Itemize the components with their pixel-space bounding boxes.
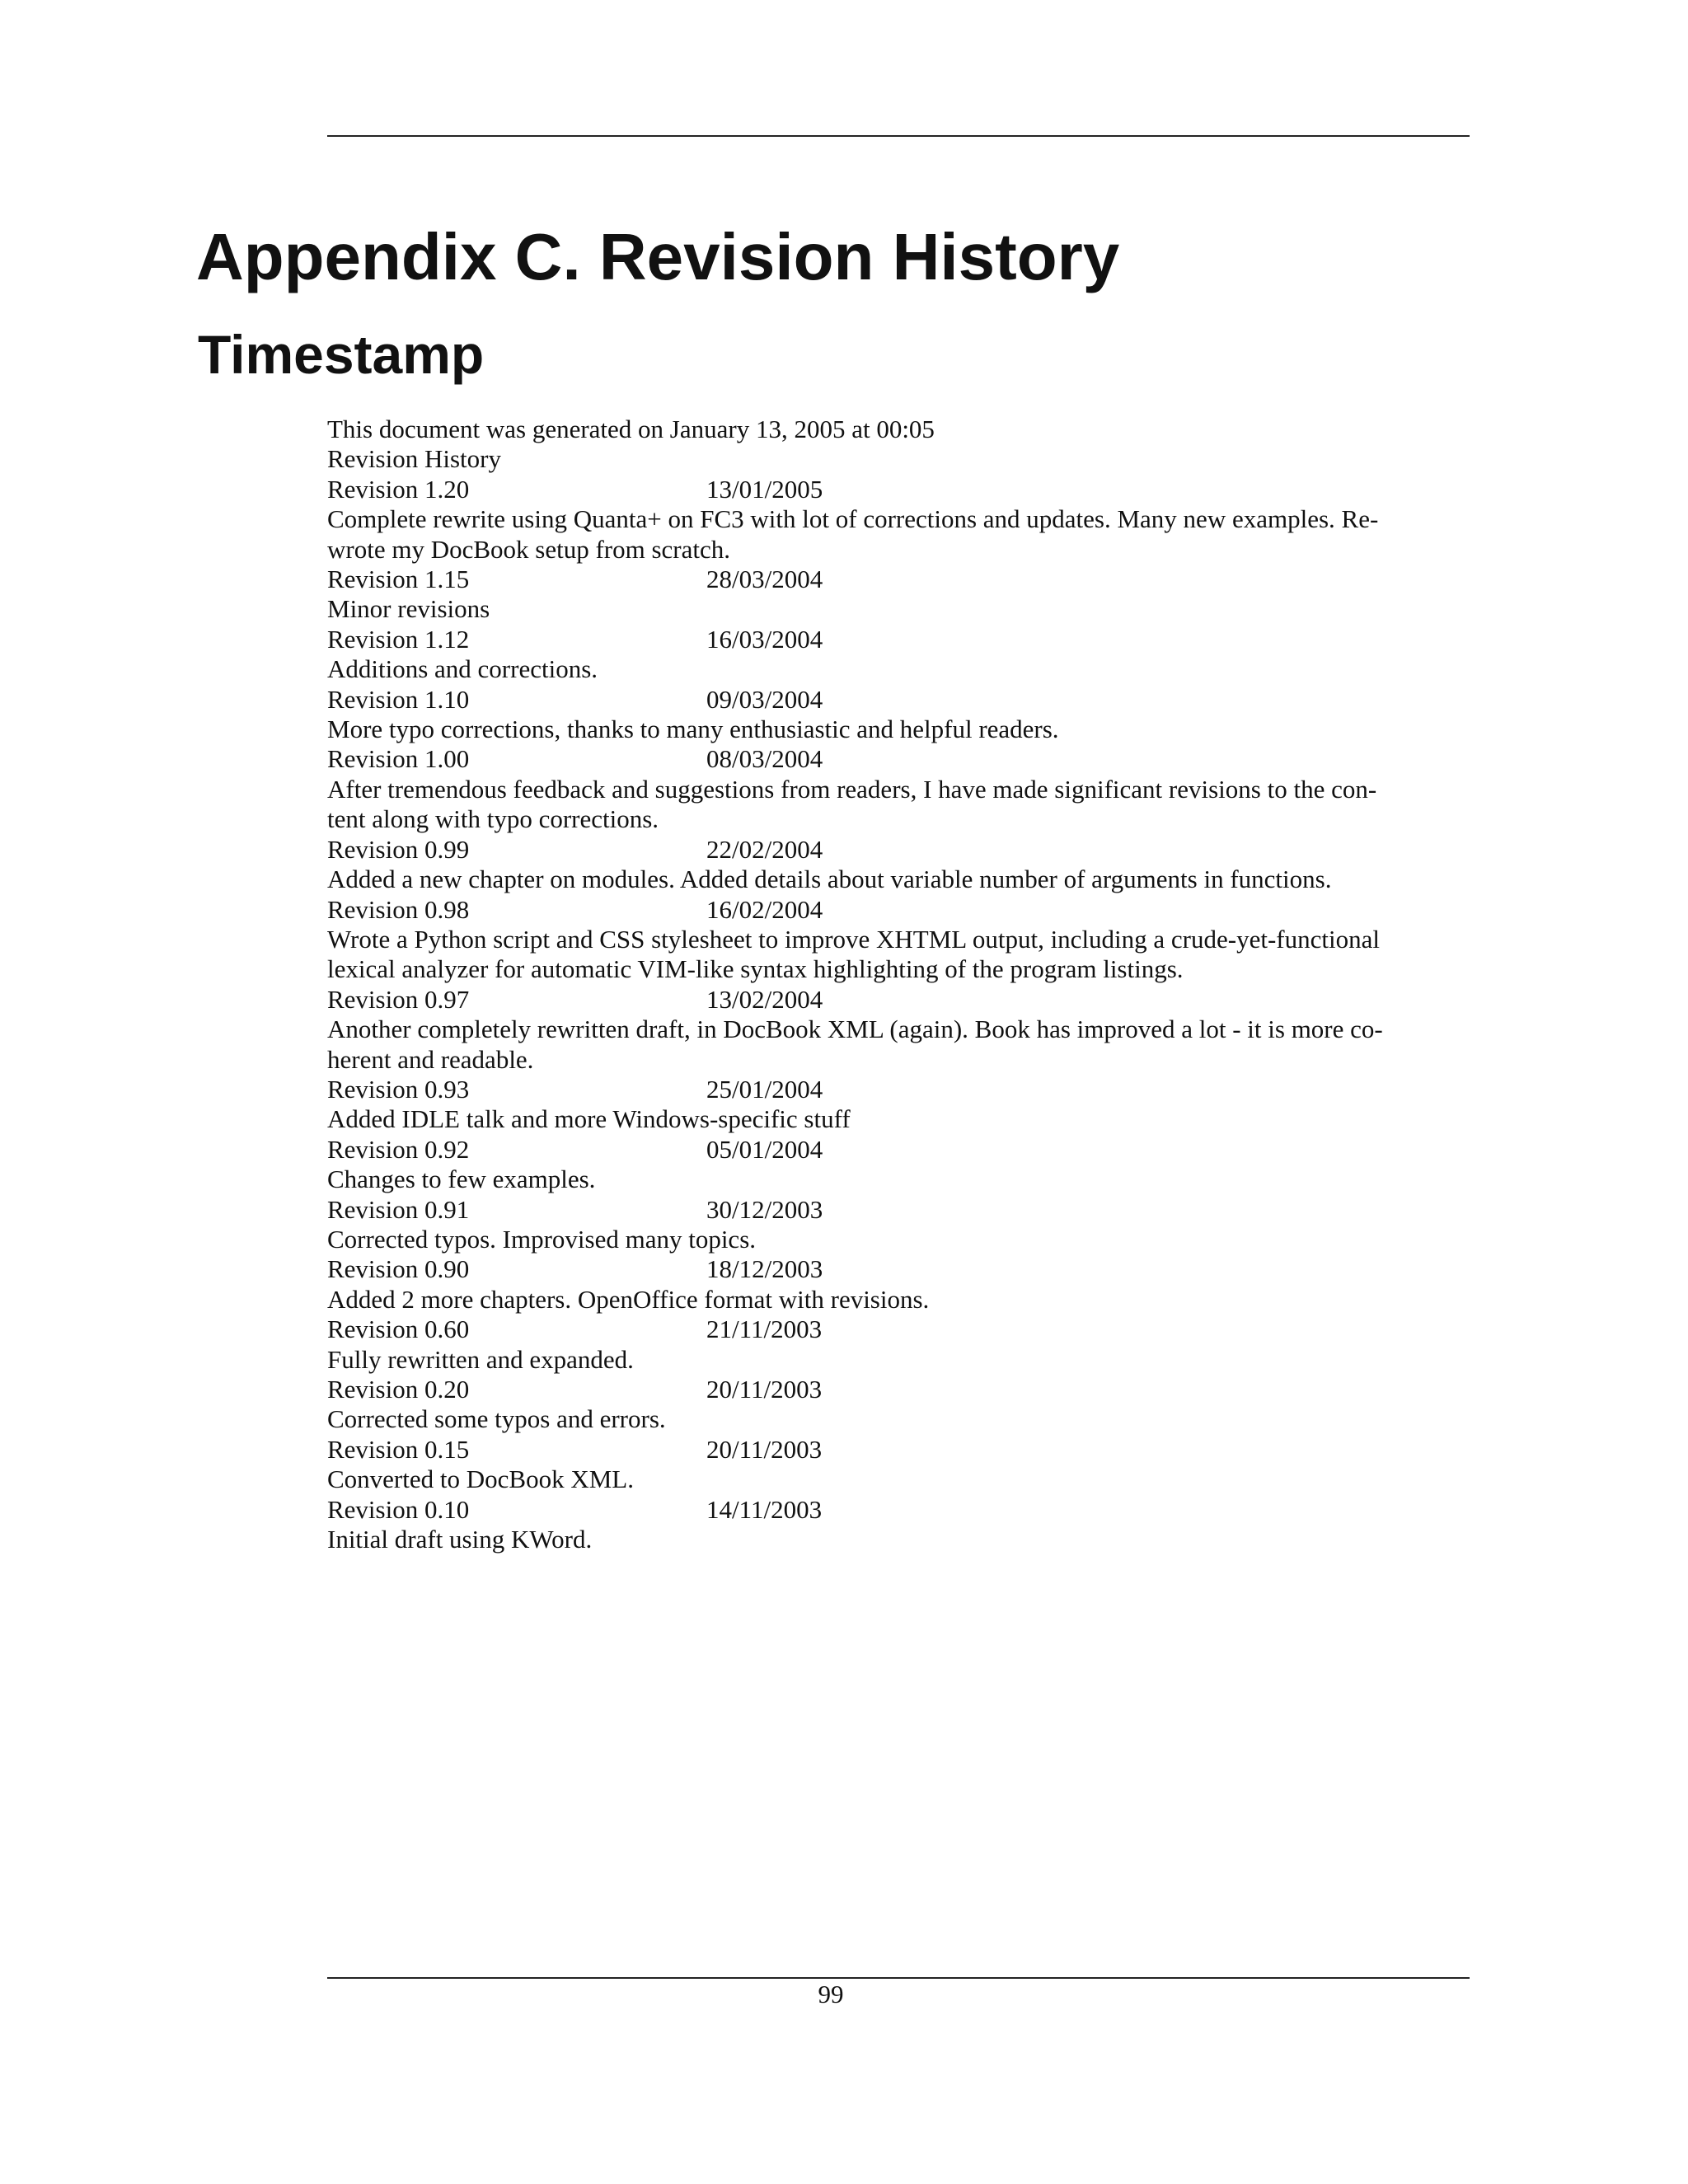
revision-date: 09/03/2004 bbox=[706, 684, 823, 714]
generated-note: This document was generated on January 13, 2005 at 00:05 bbox=[327, 415, 935, 443]
revision-header-row bbox=[327, 1375, 1470, 1404]
header-rule bbox=[327, 135, 1470, 137]
revision-description: Corrected some typos and errors. bbox=[327, 1404, 666, 1434]
revision-date: 28/03/2004 bbox=[706, 565, 823, 594]
revision-entry bbox=[327, 1315, 1470, 1375]
revision-header-row bbox=[327, 744, 1470, 774]
revision-date: 20/11/2003 bbox=[706, 1375, 823, 1404]
revision-number: Revision 0.97 bbox=[327, 984, 470, 1014]
revision-date: 22/02/2004 bbox=[706, 834, 823, 864]
revision-entry bbox=[327, 985, 1470, 1075]
revision-date: 21/11/2003 bbox=[706, 1315, 823, 1344]
revision-description: Complete rewrite using Quanta+ on FC3 with lot of corrections and updates. Many new examples. Re- bbox=[327, 504, 1379, 534]
revision-entry bbox=[327, 1375, 1470, 1435]
footer-rule bbox=[327, 1977, 1470, 1979]
revision-date: 30/12/2003 bbox=[706, 1194, 823, 1224]
revision-date: 14/11/2003 bbox=[706, 1494, 823, 1524]
revision-history-label: Revision History bbox=[327, 444, 501, 474]
revision-header-row bbox=[327, 835, 1470, 865]
revision-description: Added IDLE talk and more Windows-specific stuff bbox=[327, 1104, 851, 1134]
revision-entry bbox=[327, 895, 1470, 985]
revision-description: Additions and corrections. bbox=[327, 654, 598, 684]
revision-description: Fully rewritten and expanded. bbox=[327, 1344, 634, 1374]
revision-header-row bbox=[327, 1075, 1470, 1104]
revision-description: Minor revisions bbox=[327, 594, 490, 624]
revision-entry bbox=[327, 1135, 1470, 1195]
revision-number: Revision 0.15 bbox=[327, 1434, 470, 1464]
page-number: 99 bbox=[818, 1980, 844, 2008]
revision-description: Wrote a Python script and CSS stylesheet to improve XHTML output, including a crude-yet-functional bbox=[327, 924, 1380, 954]
revision-entry bbox=[327, 1254, 1470, 1315]
revision-description: More typo corrections, thanks to many enthusiastic and helpful readers. bbox=[327, 715, 1059, 744]
revision-number: Revision 1.12 bbox=[327, 624, 470, 654]
revision-header-row bbox=[327, 1195, 1470, 1225]
revision-date: 13/01/2005 bbox=[706, 474, 823, 504]
revision-number: Revision 1.00 bbox=[327, 744, 470, 774]
revision-number: Revision 0.90 bbox=[327, 1254, 470, 1284]
revision-date: 13/02/2004 bbox=[706, 984, 823, 1014]
revision-entry bbox=[327, 835, 1470, 895]
revision-entry bbox=[327, 1495, 1470, 1555]
revision-header-row bbox=[327, 985, 1470, 1015]
revision-number: Revision 1.15 bbox=[327, 565, 470, 594]
revision-header-row bbox=[327, 565, 1470, 594]
revision-entry bbox=[327, 625, 1470, 685]
revision-date: 20/11/2003 bbox=[706, 1434, 823, 1464]
chapter-title: Appendix C. Revision History bbox=[196, 220, 1120, 293]
revision-description: Corrected typos. Improvised many topics. bbox=[327, 1224, 757, 1254]
revision-description: Initial draft using KWord. bbox=[327, 1525, 593, 1554]
revision-number: Revision 0.92 bbox=[327, 1134, 470, 1164]
revision-description: Another completely rewritten draft, in DocBook XML (again). Book has improved a lot - it is more co- bbox=[327, 1015, 1383, 1044]
revision-number: Revision 0.93 bbox=[327, 1074, 470, 1104]
revision-date: 05/01/2004 bbox=[706, 1134, 823, 1164]
revision-entry bbox=[327, 565, 1470, 625]
revision-header-row bbox=[327, 895, 1470, 925]
revision-date: 16/02/2004 bbox=[706, 894, 823, 924]
revision-number: Revision 0.99 bbox=[327, 834, 470, 864]
revision-header-row bbox=[327, 475, 1470, 504]
revision-description: Converted to DocBook XML. bbox=[327, 1465, 634, 1494]
revision-number: Revision 0.60 bbox=[327, 1315, 470, 1344]
revision-description: After tremendous feedback and suggestions from readers, I have made significant revisions to the con- bbox=[327, 774, 1377, 804]
revision-entry bbox=[327, 475, 1470, 565]
revision-description: Changes to few examples. bbox=[327, 1165, 596, 1194]
revision-description-continued: lexical analyzer for automatic VIM-like syntax highlighting of the program listings. bbox=[327, 954, 1184, 984]
revision-entry bbox=[327, 685, 1470, 745]
revision-number: Revision 1.10 bbox=[327, 684, 470, 714]
section-title: Timestamp bbox=[198, 324, 485, 385]
revision-number: Revision 1.20 bbox=[327, 474, 470, 504]
revision-description: Added a new chapter on modules. Added details about variable number of arguments in functions. bbox=[327, 865, 1332, 894]
revision-header-row bbox=[327, 1254, 1470, 1284]
revision-description-continued: tent along with typo corrections. bbox=[327, 804, 659, 834]
revision-header-row bbox=[327, 1435, 1470, 1465]
revision-entry bbox=[327, 1195, 1470, 1255]
revision-content bbox=[327, 415, 1470, 1554]
revision-date: 08/03/2004 bbox=[706, 744, 823, 774]
revision-entry bbox=[327, 1075, 1470, 1135]
revision-number: Revision 0.10 bbox=[327, 1494, 470, 1524]
revision-number: Revision 0.98 bbox=[327, 894, 470, 924]
revision-entry bbox=[327, 744, 1470, 834]
revision-date: 16/03/2004 bbox=[706, 624, 823, 654]
revision-header-row bbox=[327, 1315, 1470, 1344]
revision-description-continued: herent and readable. bbox=[327, 1044, 534, 1074]
revision-entry bbox=[327, 1435, 1470, 1495]
revision-date: 25/01/2004 bbox=[706, 1074, 823, 1104]
revision-number: Revision 0.91 bbox=[327, 1194, 470, 1224]
revision-header-row bbox=[327, 625, 1470, 654]
revision-number: Revision 0.20 bbox=[327, 1375, 470, 1404]
revision-date: 18/12/2003 bbox=[706, 1254, 823, 1284]
revision-list bbox=[327, 475, 1470, 1555]
revision-header-row bbox=[327, 685, 1470, 715]
revision-description-continued: wrote my DocBook setup from scratch. bbox=[327, 534, 730, 564]
revision-description: Added 2 more chapters. OpenOffice format with revisions. bbox=[327, 1284, 930, 1314]
revision-header-row bbox=[327, 1135, 1470, 1165]
revision-header-row bbox=[327, 1495, 1470, 1525]
